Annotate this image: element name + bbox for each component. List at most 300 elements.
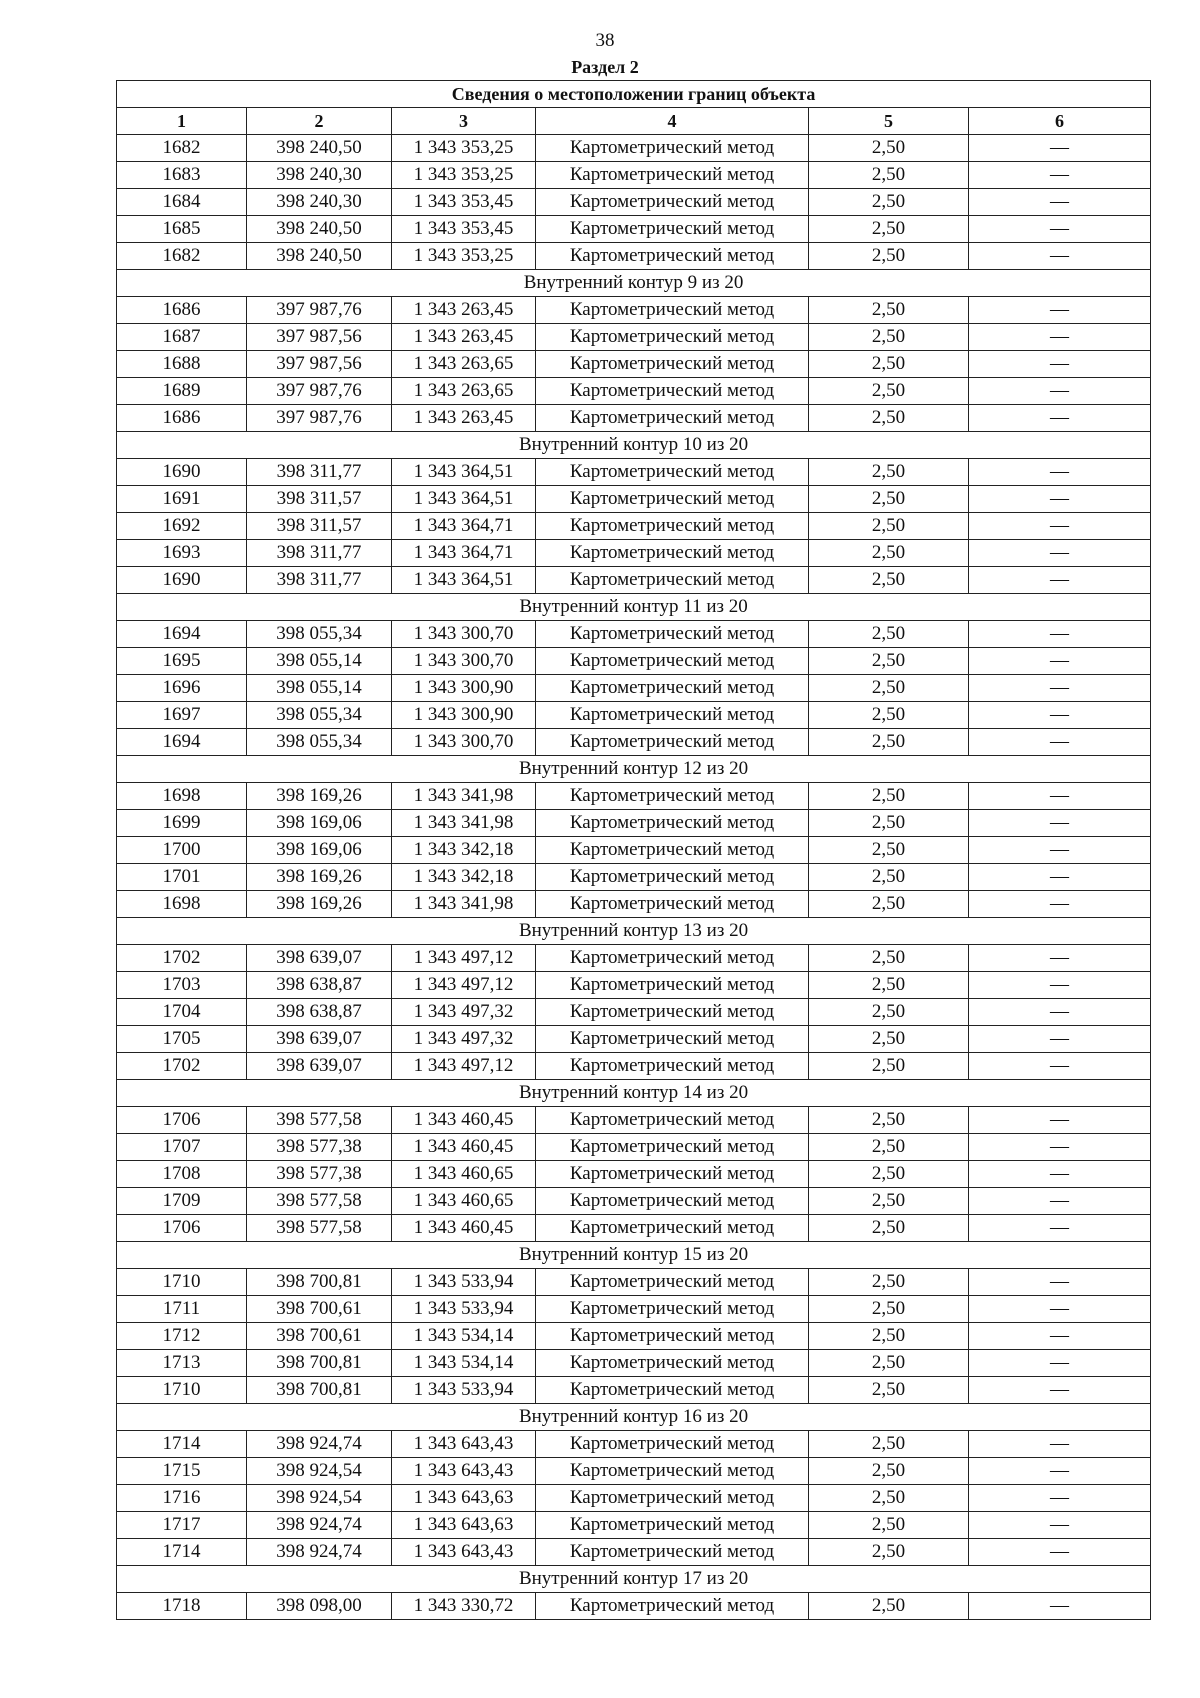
table-row [117, 945, 1151, 972]
method-cell: Картометрический метод [536, 540, 809, 567]
x-coordinate-cell: 398 639,07 [247, 1026, 392, 1053]
accuracy-cell: 2,50 [809, 864, 969, 891]
accuracy-cell: 2,50 [809, 783, 969, 810]
method-cell: Картометрический метод [536, 1512, 809, 1539]
table-caption-row [117, 81, 1151, 108]
accuracy-cell: 2,50 [809, 513, 969, 540]
y-coordinate-cell: 1 343 342,18 [392, 837, 536, 864]
description-cell: — [969, 783, 1151, 810]
x-coordinate-cell: 397 987,76 [247, 405, 392, 432]
point-number-cell: 1699 [117, 810, 247, 837]
x-coordinate-cell: 398 169,26 [247, 783, 392, 810]
method-cell: Картометрический метод [536, 972, 809, 999]
method-cell: Картометрический метод [536, 135, 809, 162]
point-number-cell: 1716 [117, 1485, 247, 1512]
table-row [117, 243, 1151, 270]
x-coordinate-cell: 398 169,26 [247, 891, 392, 918]
accuracy-cell: 2,50 [809, 135, 969, 162]
y-coordinate-cell: 1 343 263,45 [392, 324, 536, 351]
point-number-cell: 1698 [117, 891, 247, 918]
method-cell: Картометрический метод [536, 486, 809, 513]
point-number-cell: 1703 [117, 972, 247, 999]
x-coordinate-cell: 397 987,76 [247, 378, 392, 405]
table-row [117, 648, 1151, 675]
x-coordinate-cell: 397 987,56 [247, 351, 392, 378]
point-number-cell: 1682 [117, 243, 247, 270]
y-coordinate-cell: 1 343 353,25 [392, 162, 536, 189]
column-header: 5 [809, 108, 969, 135]
accuracy-cell: 2,50 [809, 837, 969, 864]
point-number-cell: 1702 [117, 1053, 247, 1080]
description-cell: — [969, 945, 1151, 972]
table-row [117, 189, 1151, 216]
accuracy-cell: 2,50 [809, 1431, 969, 1458]
table-row [117, 1377, 1151, 1404]
point-number-cell: 1682 [117, 135, 247, 162]
accuracy-cell: 2,50 [809, 297, 969, 324]
description-cell: — [969, 1026, 1151, 1053]
description-cell: — [969, 1593, 1151, 1620]
y-coordinate-cell: 1 343 460,45 [392, 1134, 536, 1161]
table-row [117, 351, 1151, 378]
y-coordinate-cell: 1 343 497,12 [392, 1053, 536, 1080]
y-coordinate-cell: 1 343 533,94 [392, 1377, 536, 1404]
description-cell: — [969, 1431, 1151, 1458]
point-number-cell: 1718 [117, 1593, 247, 1620]
description-cell: — [969, 540, 1151, 567]
accuracy-cell: 2,50 [809, 1593, 969, 1620]
method-cell: Картометрический метод [536, 378, 809, 405]
y-coordinate-cell: 1 343 342,18 [392, 864, 536, 891]
point-number-cell: 1706 [117, 1107, 247, 1134]
description-cell: — [969, 1296, 1151, 1323]
table-row [117, 729, 1151, 756]
method-cell: Картометрический метод [536, 891, 809, 918]
contour-header-row [117, 432, 1151, 459]
point-number-cell: 1714 [117, 1539, 247, 1566]
accuracy-cell: 2,50 [809, 648, 969, 675]
table-body [117, 135, 1151, 1620]
point-number-cell: 1708 [117, 1161, 247, 1188]
accuracy-cell: 2,50 [809, 1026, 969, 1053]
description-cell: — [969, 864, 1151, 891]
accuracy-cell: 2,50 [809, 945, 969, 972]
accuracy-cell: 2,50 [809, 351, 969, 378]
point-number-cell: 1683 [117, 162, 247, 189]
method-cell: Картометрический метод [536, 1134, 809, 1161]
point-number-cell: 1697 [117, 702, 247, 729]
description-cell: — [969, 324, 1151, 351]
point-number-cell: 1709 [117, 1188, 247, 1215]
table-row [117, 810, 1151, 837]
y-coordinate-cell: 1 343 643,63 [392, 1512, 536, 1539]
y-coordinate-cell: 1 343 263,65 [392, 351, 536, 378]
table-row [117, 1539, 1151, 1566]
accuracy-cell: 2,50 [809, 1539, 969, 1566]
description-cell: — [969, 1350, 1151, 1377]
description-cell: — [969, 189, 1151, 216]
method-cell: Картометрический метод [536, 621, 809, 648]
point-number-cell: 1698 [117, 783, 247, 810]
x-coordinate-cell: 398 311,77 [247, 567, 392, 594]
method-cell: Картометрический метод [536, 1188, 809, 1215]
description-cell: — [969, 1188, 1151, 1215]
method-cell: Картометрический метод [536, 1215, 809, 1242]
table-row [117, 1026, 1151, 1053]
method-cell: Картометрический метод [536, 702, 809, 729]
accuracy-cell: 2,50 [809, 810, 969, 837]
method-cell: Картометрический метод [536, 1431, 809, 1458]
method-cell: Картометрический метод [536, 162, 809, 189]
method-cell: Картометрический метод [536, 243, 809, 270]
x-coordinate-cell: 398 924,74 [247, 1539, 392, 1566]
description-cell: — [969, 351, 1151, 378]
accuracy-cell: 2,50 [809, 189, 969, 216]
method-cell: Картометрический метод [536, 837, 809, 864]
accuracy-cell: 2,50 [809, 1215, 969, 1242]
point-number-cell: 1710 [117, 1377, 247, 1404]
point-number-cell: 1694 [117, 621, 247, 648]
description-cell: — [969, 1269, 1151, 1296]
x-coordinate-cell: 398 311,77 [247, 540, 392, 567]
contour-label: Внутренний контур 9 из 20 [117, 270, 1151, 297]
y-coordinate-cell: 1 343 364,51 [392, 459, 536, 486]
table-row [117, 486, 1151, 513]
y-coordinate-cell: 1 343 263,65 [392, 378, 536, 405]
point-number-cell: 1687 [117, 324, 247, 351]
description-cell: — [969, 1485, 1151, 1512]
y-coordinate-cell: 1 343 330,72 [392, 1593, 536, 1620]
description-cell: — [969, 1161, 1151, 1188]
method-cell: Картометрический метод [536, 324, 809, 351]
table-row [117, 1161, 1151, 1188]
y-coordinate-cell: 1 343 460,65 [392, 1161, 536, 1188]
x-coordinate-cell: 398 924,54 [247, 1485, 392, 1512]
table-row [117, 297, 1151, 324]
contour-header-row [117, 1080, 1151, 1107]
description-cell: — [969, 216, 1151, 243]
y-coordinate-cell: 1 343 341,98 [392, 891, 536, 918]
x-coordinate-cell: 398 700,61 [247, 1296, 392, 1323]
x-coordinate-cell: 397 987,56 [247, 324, 392, 351]
contour-header-row [117, 756, 1151, 783]
y-coordinate-cell: 1 343 341,98 [392, 810, 536, 837]
x-coordinate-cell: 398 055,34 [247, 702, 392, 729]
contour-header-row [117, 1404, 1151, 1431]
x-coordinate-cell: 398 639,07 [247, 1053, 392, 1080]
point-number-cell: 1692 [117, 513, 247, 540]
point-number-cell: 1694 [117, 729, 247, 756]
point-number-cell: 1690 [117, 459, 247, 486]
method-cell: Картометрический метод [536, 729, 809, 756]
method-cell: Картометрический метод [536, 1350, 809, 1377]
table-row [117, 1350, 1151, 1377]
column-header: 4 [536, 108, 809, 135]
x-coordinate-cell: 398 638,87 [247, 999, 392, 1026]
contour-label: Внутренний контур 17 из 20 [117, 1566, 1151, 1593]
x-coordinate-cell: 398 639,07 [247, 945, 392, 972]
accuracy-cell: 2,50 [809, 567, 969, 594]
y-coordinate-cell: 1 343 353,45 [392, 216, 536, 243]
contour-header-row [117, 1566, 1151, 1593]
x-coordinate-cell: 398 924,74 [247, 1512, 392, 1539]
accuracy-cell: 2,50 [809, 1296, 969, 1323]
y-coordinate-cell: 1 343 533,94 [392, 1269, 536, 1296]
point-number-cell: 1702 [117, 945, 247, 972]
table-row [117, 513, 1151, 540]
accuracy-cell: 2,50 [809, 1053, 969, 1080]
description-cell: — [969, 1107, 1151, 1134]
description-cell: — [969, 810, 1151, 837]
description-cell: — [969, 702, 1151, 729]
description-cell: — [969, 1134, 1151, 1161]
point-number-cell: 1693 [117, 540, 247, 567]
x-coordinate-cell: 398 700,81 [247, 1377, 392, 1404]
point-number-cell: 1715 [117, 1458, 247, 1485]
description-cell: — [969, 567, 1151, 594]
accuracy-cell: 2,50 [809, 324, 969, 351]
point-number-cell: 1691 [117, 486, 247, 513]
page-number: 38 [595, 30, 615, 51]
y-coordinate-cell: 1 343 353,25 [392, 243, 536, 270]
x-coordinate-cell: 398 311,77 [247, 459, 392, 486]
accuracy-cell: 2,50 [809, 1134, 969, 1161]
point-number-cell: 1704 [117, 999, 247, 1026]
method-cell: Картометрический метод [536, 1296, 809, 1323]
table-row [117, 1188, 1151, 1215]
point-number-cell: 1695 [117, 648, 247, 675]
table-row [117, 405, 1151, 432]
description-cell: — [969, 999, 1151, 1026]
y-coordinate-cell: 1 343 643,43 [392, 1539, 536, 1566]
x-coordinate-cell: 398 055,14 [247, 675, 392, 702]
table-row [117, 891, 1151, 918]
description-cell: — [969, 891, 1151, 918]
point-number-cell: 1696 [117, 675, 247, 702]
description-cell: — [969, 1458, 1151, 1485]
method-cell: Картометрический метод [536, 675, 809, 702]
contour-label: Внутренний контур 14 из 20 [117, 1080, 1151, 1107]
method-cell: Картометрический метод [536, 945, 809, 972]
method-cell: Картометрический метод [536, 1107, 809, 1134]
x-coordinate-cell: 397 987,76 [247, 297, 392, 324]
table-caption: Сведения о местоположении границ объекта [117, 81, 1151, 108]
table-row [117, 378, 1151, 405]
y-coordinate-cell: 1 343 263,45 [392, 405, 536, 432]
point-number-cell: 1717 [117, 1512, 247, 1539]
x-coordinate-cell: 398 577,58 [247, 1107, 392, 1134]
contour-label: Внутренний контур 15 из 20 [117, 1242, 1151, 1269]
y-coordinate-cell: 1 343 300,90 [392, 702, 536, 729]
x-coordinate-cell: 398 311,57 [247, 513, 392, 540]
y-coordinate-cell: 1 343 300,70 [392, 729, 536, 756]
table-row [117, 864, 1151, 891]
method-cell: Картометрический метод [536, 351, 809, 378]
contour-label: Внутренний контур 16 из 20 [117, 1404, 1151, 1431]
description-cell: — [969, 243, 1151, 270]
contour-label: Внутренний контур 11 из 20 [117, 594, 1151, 621]
y-coordinate-cell: 1 343 353,25 [392, 135, 536, 162]
y-coordinate-cell: 1 343 643,43 [392, 1431, 536, 1458]
accuracy-cell: 2,50 [809, 1377, 969, 1404]
contour-label: Внутренний контур 10 из 20 [117, 432, 1151, 459]
description-cell: — [969, 486, 1151, 513]
accuracy-cell: 2,50 [809, 972, 969, 999]
accuracy-cell: 2,50 [809, 486, 969, 513]
method-cell: Картометрический метод [536, 1053, 809, 1080]
description-cell: — [969, 675, 1151, 702]
point-number-cell: 1712 [117, 1323, 247, 1350]
description-cell: — [969, 729, 1151, 756]
method-cell: Картометрический метод [536, 1458, 809, 1485]
x-coordinate-cell: 398 924,74 [247, 1431, 392, 1458]
method-cell: Картометрический метод [536, 216, 809, 243]
accuracy-cell: 2,50 [809, 162, 969, 189]
description-cell: — [969, 1377, 1151, 1404]
table-row [117, 783, 1151, 810]
y-coordinate-cell: 1 343 263,45 [392, 297, 536, 324]
y-coordinate-cell: 1 343 364,71 [392, 513, 536, 540]
y-coordinate-cell: 1 343 497,32 [392, 1026, 536, 1053]
method-cell: Картометрический метод [536, 648, 809, 675]
x-coordinate-cell: 398 169,26 [247, 864, 392, 891]
description-cell: — [969, 837, 1151, 864]
x-coordinate-cell: 398 098,00 [247, 1593, 392, 1620]
method-cell: Картометрический метод [536, 189, 809, 216]
description-cell: — [969, 1053, 1151, 1080]
method-cell: Картометрический метод [536, 405, 809, 432]
contour-label: Внутренний контур 12 из 20 [117, 756, 1151, 783]
x-coordinate-cell: 398 240,50 [247, 135, 392, 162]
x-coordinate-cell: 398 700,81 [247, 1350, 392, 1377]
x-coordinate-cell: 398 577,38 [247, 1134, 392, 1161]
table-row [117, 1107, 1151, 1134]
description-cell: — [969, 1215, 1151, 1242]
y-coordinate-cell: 1 343 353,45 [392, 189, 536, 216]
description-cell: — [969, 1323, 1151, 1350]
table-row [117, 675, 1151, 702]
y-coordinate-cell: 1 343 364,51 [392, 567, 536, 594]
description-cell: — [969, 1512, 1151, 1539]
description-cell: — [969, 405, 1151, 432]
x-coordinate-cell: 398 240,50 [247, 243, 392, 270]
point-number-cell: 1713 [117, 1350, 247, 1377]
table-row [117, 1512, 1151, 1539]
accuracy-cell: 2,50 [809, 459, 969, 486]
method-cell: Картометрический метод [536, 1377, 809, 1404]
x-coordinate-cell: 398 055,34 [247, 729, 392, 756]
y-coordinate-cell: 1 343 497,12 [392, 972, 536, 999]
table-row [117, 1134, 1151, 1161]
column-header: 3 [392, 108, 536, 135]
y-coordinate-cell: 1 343 300,70 [392, 648, 536, 675]
point-number-cell: 1705 [117, 1026, 247, 1053]
column-header: 2 [247, 108, 392, 135]
boundary-coordinates-table [116, 80, 1151, 1620]
table-row [117, 1269, 1151, 1296]
x-coordinate-cell: 398 169,06 [247, 810, 392, 837]
method-cell: Картометрический метод [536, 1269, 809, 1296]
contour-label: Внутренний контур 13 из 20 [117, 918, 1151, 945]
method-cell: Картометрический метод [536, 810, 809, 837]
method-cell: Картометрический метод [536, 567, 809, 594]
table-row [117, 324, 1151, 351]
point-number-cell: 1711 [117, 1296, 247, 1323]
x-coordinate-cell: 398 169,06 [247, 837, 392, 864]
method-cell: Картометрический метод [536, 459, 809, 486]
table-row [117, 837, 1151, 864]
point-number-cell: 1706 [117, 1215, 247, 1242]
description-cell: — [969, 621, 1151, 648]
column-header-row [117, 108, 1151, 135]
table-row [117, 1431, 1151, 1458]
table-row [117, 1458, 1151, 1485]
accuracy-cell: 2,50 [809, 1188, 969, 1215]
table-row [117, 162, 1151, 189]
table-row [117, 702, 1151, 729]
table-row [117, 999, 1151, 1026]
accuracy-cell: 2,50 [809, 405, 969, 432]
method-cell: Картометрический метод [536, 1161, 809, 1188]
x-coordinate-cell: 398 055,14 [247, 648, 392, 675]
point-number-cell: 1714 [117, 1431, 247, 1458]
y-coordinate-cell: 1 343 341,98 [392, 783, 536, 810]
accuracy-cell: 2,50 [809, 1107, 969, 1134]
accuracy-cell: 2,50 [809, 621, 969, 648]
accuracy-cell: 2,50 [809, 1350, 969, 1377]
x-coordinate-cell: 398 577,38 [247, 1161, 392, 1188]
x-coordinate-cell: 398 240,50 [247, 216, 392, 243]
table-row [117, 459, 1151, 486]
point-number-cell: 1707 [117, 1134, 247, 1161]
accuracy-cell: 2,50 [809, 1485, 969, 1512]
method-cell: Картометрический метод [536, 1323, 809, 1350]
accuracy-cell: 2,50 [809, 702, 969, 729]
y-coordinate-cell: 1 343 643,43 [392, 1458, 536, 1485]
table-row [117, 567, 1151, 594]
point-number-cell: 1710 [117, 1269, 247, 1296]
y-coordinate-cell: 1 343 533,94 [392, 1296, 536, 1323]
contour-header-row [117, 270, 1151, 297]
table-row [117, 540, 1151, 567]
x-coordinate-cell: 398 924,54 [247, 1458, 392, 1485]
accuracy-cell: 2,50 [809, 378, 969, 405]
table-row [117, 1296, 1151, 1323]
y-coordinate-cell: 1 343 534,14 [392, 1350, 536, 1377]
y-coordinate-cell: 1 343 460,45 [392, 1107, 536, 1134]
x-coordinate-cell: 398 700,81 [247, 1269, 392, 1296]
method-cell: Картометрический метод [536, 1485, 809, 1512]
accuracy-cell: 2,50 [809, 1458, 969, 1485]
y-coordinate-cell: 1 343 497,12 [392, 945, 536, 972]
table-row [117, 1323, 1151, 1350]
contour-header-row [117, 1242, 1151, 1269]
x-coordinate-cell: 398 700,61 [247, 1323, 392, 1350]
column-header: 1 [117, 108, 247, 135]
y-coordinate-cell: 1 343 364,51 [392, 486, 536, 513]
contour-header-row [117, 918, 1151, 945]
method-cell: Картометрический метод [536, 1026, 809, 1053]
accuracy-cell: 2,50 [809, 729, 969, 756]
description-cell: — [969, 297, 1151, 324]
y-coordinate-cell: 1 343 300,90 [392, 675, 536, 702]
y-coordinate-cell: 1 343 460,45 [392, 1215, 536, 1242]
column-header: 6 [969, 108, 1151, 135]
x-coordinate-cell: 398 240,30 [247, 189, 392, 216]
description-cell: — [969, 648, 1151, 675]
accuracy-cell: 2,50 [809, 1323, 969, 1350]
x-coordinate-cell: 398 638,87 [247, 972, 392, 999]
